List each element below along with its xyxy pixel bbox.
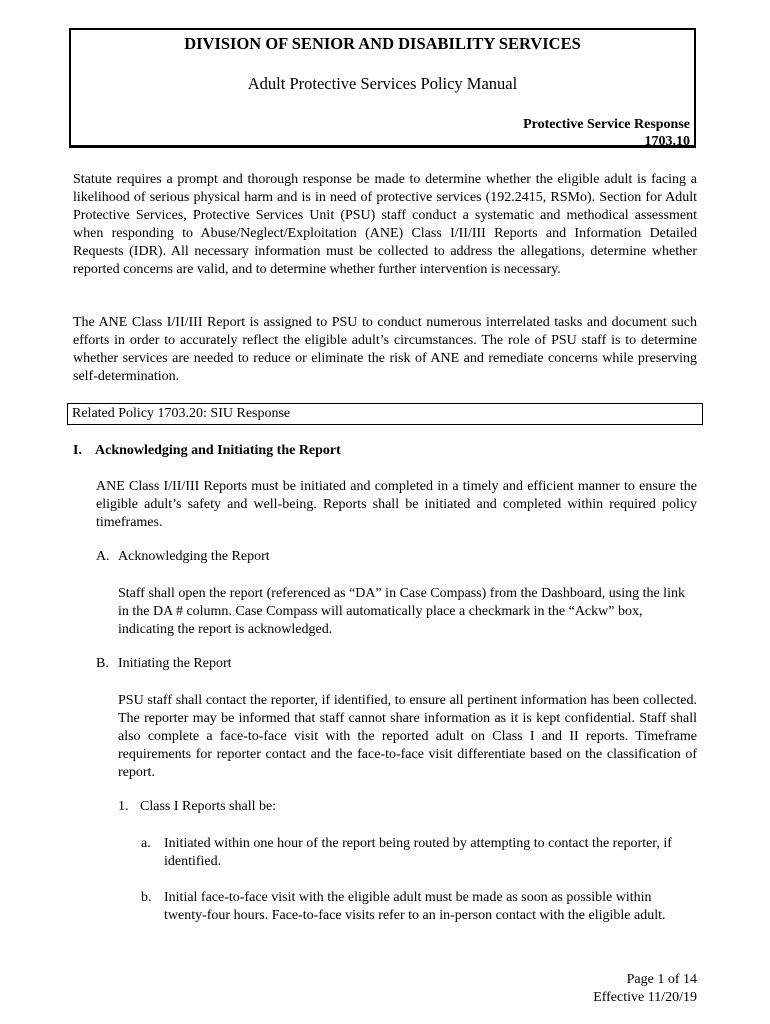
subsection-b-letter: B.: [96, 656, 109, 671]
intro-paragraph-1: Statute requires a prompt and thorough response be made to determine whether the eligible adult is facing a likelihood of serious physical harm and is in need of protective services (192.2415, RSMo). Section for Adult Protective Services, Protective Services Unit (PSU) staff conduct a systematic and methodical assessment when responding to Abuse/Neglect/Exploitation (ANE) Class I/II/III Reports and Information Detailed Requests (IDR). All necessary information must be collected to address the allegations, determine whether reported concerns are valid, and to determine whether further intervention is necessary.: [73, 172, 697, 277]
list-item-b-text: Initial face-to-face visit with the eligible adult must be made as soon as possible within twenty-four hours. Face-to-face visits refer to an in-person contact with the eligible adult.: [164, 890, 666, 923]
subsection-b-heading: [96, 656, 232, 672]
list-item-1-title: Class I Reports shall be:: [140, 799, 277, 814]
header-box: [69, 28, 696, 148]
list-item-b-letter: b.: [141, 890, 152, 905]
subsection-b-body: PSU staff shall contact the reporter, if identified, to ensure all pertinent information has been collected. The reporter may be informed that staff cannot share information as it is kept confidential. Staff shall also complete a face-to-face visit with the reported adult on Class I and II reports. Timeframe requirements for reporter contact and the face-to-face visit differentiate based on the classification of report.: [118, 693, 697, 780]
manual-title: Adult Protective Services Policy Manual: [247, 74, 518, 93]
section-heading: [73, 443, 341, 459]
subsection-a-heading: [96, 549, 270, 565]
section-body: ANE Class I/II/III Reports must be initiated and completed in a timely and efficient manner to ensure the eligible adult’s safety and well-being. Reports shall be initiated and completed within required policy timeframes.: [96, 479, 697, 530]
section-label: [523, 116, 690, 150]
related-policy-box: Related Policy 1703.20: SIU Response: [67, 403, 703, 425]
page-number: Page 1 of 14: [626, 972, 697, 987]
list-item-a-letter: a.: [141, 836, 151, 851]
list-item-1-number: 1.: [118, 799, 129, 814]
subsection-a-title: Acknowledging the Report: [118, 549, 270, 564]
section-title: Acknowledging and Initiating the Report: [95, 443, 341, 458]
section-numeral: I.: [73, 443, 82, 458]
effective-date: Effective 11/20/19: [593, 990, 697, 1005]
subsection-b-title: Initiating the Report: [118, 656, 232, 671]
section-number: 1703.10: [644, 134, 690, 149]
page-footer: [593, 971, 697, 1007]
list-item-a-text: Initiated within one hour of the report being routed by attempting to contact the reporter, if identified.: [164, 836, 672, 869]
subsection-a-letter: A.: [96, 549, 110, 564]
subsection-a-body: Staff shall open the report (referenced as “DA” in Case Compass) from the Dashboard, using the link in the DA # column. Case Compass will automatically place a checkmark in the “Ackw” box, indicating the report is acknowledged.: [118, 586, 685, 637]
division-title: DIVISION OF SENIOR AND DISABILITY SERVICES: [184, 34, 581, 53]
list-item-1-heading: [118, 799, 276, 815]
section-name: Protective Service Response: [523, 117, 690, 132]
intro-paragraph-2: The ANE Class I/II/III Report is assigned to PSU to conduct numerous interrelated tasks and document such efforts in order to accurately reflect the eligible adult’s circumstances. The role of PSU staff is to determine whether services are needed to reduce or eliminate the risk of ANE and remediate concerns while preserving self-determination.: [73, 315, 697, 384]
